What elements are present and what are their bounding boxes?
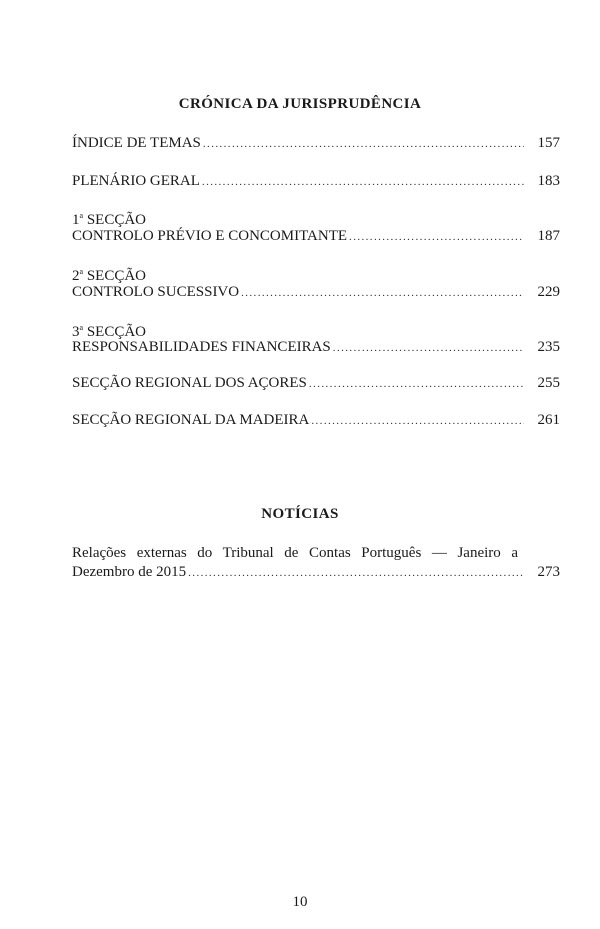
section-title-jurisprudencia: CRÓNICA DA JURISPRUDÊNCIA — [178, 96, 422, 112]
toc-entry-page: 157 — [537, 135, 560, 151]
dot-leader — [203, 134, 524, 154]
subheading-text: SECÇÃO — [86, 212, 146, 228]
toc-entry-indice-de-temas[interactable] — [72, 133, 560, 153]
toc-entry-acores[interactable] — [72, 373, 560, 393]
toc-entry-page: 183 — [537, 173, 560, 189]
dot-leader — [311, 411, 524, 431]
toc-entry-plenario-geral[interactable] — [72, 171, 560, 191]
toc-entry-label: RESPONSABILIDADES FINANCEIRAS — [72, 339, 331, 355]
toc-entry-controlo-previo[interactable] — [72, 226, 560, 246]
page-number: 10 — [292, 894, 308, 910]
toc-entry-page: 261 — [537, 412, 560, 428]
dot-leader — [333, 338, 524, 358]
toc-entry-label: Dezembro de 2015 — [72, 564, 187, 580]
dot-leader — [202, 172, 524, 192]
toc-entry-page: 273 — [537, 564, 560, 580]
dot-leader — [241, 283, 524, 303]
toc-entry-page: 235 — [537, 339, 560, 355]
toc-entry-responsabilidades[interactable] — [72, 337, 560, 357]
toc-entry-madeira[interactable] — [72, 410, 560, 430]
dot-leader — [188, 563, 524, 583]
ordinal-suffix: a — [79, 211, 84, 220]
ordinal-suffix: a — [79, 323, 84, 332]
toc-entry-page: 187 — [537, 228, 560, 244]
ordinal-suffix: a — [79, 267, 84, 276]
dot-leader — [309, 374, 524, 394]
toc-entry-controlo-sucessivo[interactable] — [72, 282, 560, 302]
section-title-noticias: NOTÍCIAS — [261, 506, 339, 522]
ordinal-number: 3 — [72, 324, 80, 340]
toc-entry-relacoes-externas[interactable] — [72, 562, 560, 582]
ordinal-number: 1 — [72, 212, 80, 228]
ordinal-number: 2 — [72, 268, 80, 284]
toc-entry-page: 229 — [537, 284, 560, 300]
toc-entry-label: ÍNDICE DE TEMAS — [72, 135, 201, 151]
toc-entry-page: 255 — [537, 375, 560, 391]
subheading-text: SECÇÃO — [86, 268, 146, 284]
toc-entry-label: CONTROLO SUCESSIVO — [72, 284, 240, 300]
dot-leader — [349, 227, 524, 247]
subheading-text: SECÇÃO — [86, 324, 146, 340]
toc-entry-label: PLENÁRIO GERAL — [72, 173, 200, 189]
news-entry-first-line: Relações externas do Tribunal de Contas Português — Janeiro a — [72, 545, 518, 561]
toc-entry-label: SECÇÃO REGIONAL DOS AÇORES — [72, 375, 307, 391]
toc-entry-label: CONTROLO PRÉVIO E CONCOMITANTE — [72, 228, 348, 244]
toc-entry-label: SECÇÃO REGIONAL DA MADEIRA — [72, 412, 310, 428]
